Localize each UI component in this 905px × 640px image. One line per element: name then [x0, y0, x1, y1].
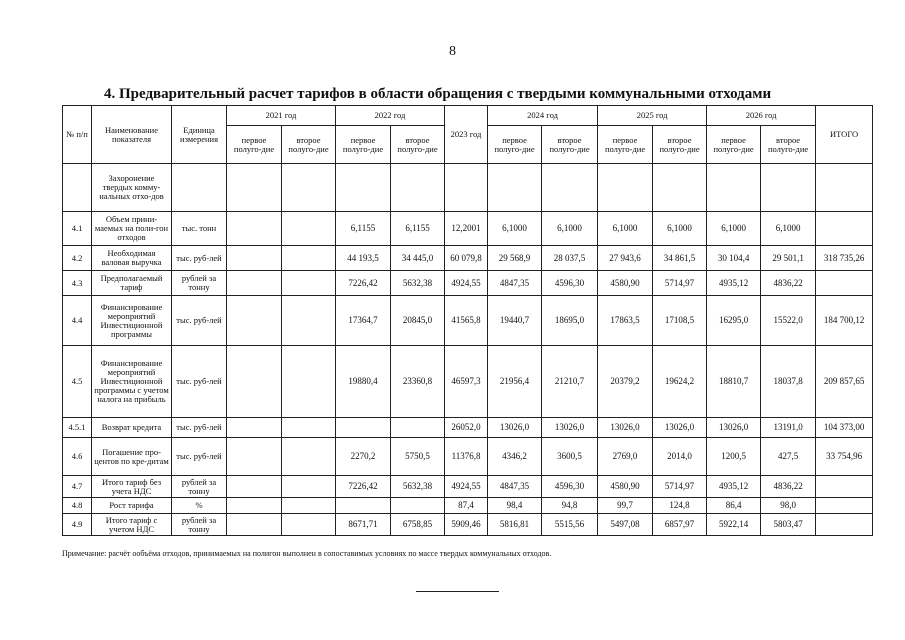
row-unit: тыс. руб-лей — [172, 296, 227, 346]
value-cell: 30 104,4 — [707, 246, 761, 271]
total-cell — [816, 498, 873, 514]
row-unit: рублей за тонну — [172, 476, 227, 498]
value-cell — [282, 212, 336, 246]
table-row — [63, 476, 873, 498]
value-cell: 46597,3 — [445, 346, 488, 418]
header-2022-half1: первое полуго-дие — [336, 126, 391, 164]
value-cell: 5632,38 — [391, 271, 445, 296]
value-cell — [227, 498, 282, 514]
value-cell: 5750,5 — [391, 438, 445, 476]
value-cell: 6,1155 — [391, 212, 445, 246]
row-number: 4.4 — [63, 296, 92, 346]
row-unit: тыс. тонн — [172, 212, 227, 246]
value-cell: 13026,0 — [488, 418, 542, 438]
value-cell: 26052,0 — [445, 418, 488, 438]
total-cell: 209 857,65 — [816, 346, 873, 418]
value-cell: 21210,7 — [542, 346, 598, 418]
value-cell — [707, 164, 761, 212]
header-year-2024: 2024 год — [488, 106, 598, 126]
row-indicator-name: Погашение про-центов по кре-дитам — [92, 438, 172, 476]
header-2022-half2: второе полуго-дие — [391, 126, 445, 164]
header-name: Наименование показателя — [92, 106, 172, 164]
row-indicator-name: Необходимая валовая выручка — [92, 246, 172, 271]
value-cell: 4847,35 — [488, 476, 542, 498]
value-cell: 11376,8 — [445, 438, 488, 476]
value-cell — [282, 418, 336, 438]
value-cell — [227, 514, 282, 536]
value-cell: 34 861,5 — [653, 246, 707, 271]
total-cell — [816, 212, 873, 246]
value-cell — [336, 164, 391, 212]
value-cell: 6,1000 — [707, 212, 761, 246]
header-total: ИТОГО — [816, 106, 873, 164]
value-cell: 18810,7 — [707, 346, 761, 418]
table-row — [63, 271, 873, 296]
value-cell: 6857,97 — [653, 514, 707, 536]
header-year-2023: 2023 год — [445, 106, 488, 164]
header-2026-half2: второе полуго-дие — [761, 126, 816, 164]
header-year-2025: 2025 год — [598, 106, 707, 126]
row-number: 4.7 — [63, 476, 92, 498]
value-cell — [391, 498, 445, 514]
value-cell: 41565,8 — [445, 296, 488, 346]
value-cell — [282, 514, 336, 536]
header-2025-half1: первое полуго-дие — [598, 126, 653, 164]
table-row — [63, 418, 873, 438]
value-cell: 5497,08 — [598, 514, 653, 536]
value-cell: 15522,0 — [761, 296, 816, 346]
value-cell: 21956,4 — [488, 346, 542, 418]
header-2024-half1: первое полуго-дие — [488, 126, 542, 164]
value-cell: 124,8 — [653, 498, 707, 514]
row-unit: тыс. руб-лей — [172, 346, 227, 418]
total-cell: 184 700,12 — [816, 296, 873, 346]
value-cell: 4596,30 — [542, 476, 598, 498]
header-2024-half2: второе полуго-дие — [542, 126, 598, 164]
value-cell — [336, 498, 391, 514]
value-cell: 5909,46 — [445, 514, 488, 536]
value-cell: 13191,0 — [761, 418, 816, 438]
value-cell: 6,1000 — [542, 212, 598, 246]
value-cell: 6,1000 — [598, 212, 653, 246]
bottom-rule — [416, 591, 499, 592]
header-2025-half2: второе полуго-дие — [653, 126, 707, 164]
value-cell: 4580,90 — [598, 271, 653, 296]
value-cell: 5922,14 — [707, 514, 761, 536]
value-cell: 4935,12 — [707, 271, 761, 296]
table-row — [63, 246, 873, 271]
value-cell — [227, 296, 282, 346]
row-unit — [172, 164, 227, 212]
tariff-table — [62, 105, 873, 536]
row-unit: тыс. руб-лей — [172, 438, 227, 476]
value-cell: 6,1000 — [761, 212, 816, 246]
value-cell — [282, 346, 336, 418]
value-cell: 4924,55 — [445, 476, 488, 498]
value-cell: 17863,5 — [598, 296, 653, 346]
value-cell: 28 037,5 — [542, 246, 598, 271]
value-cell: 17364,7 — [336, 296, 391, 346]
value-cell: 13026,0 — [598, 418, 653, 438]
table-row — [63, 498, 873, 514]
row-indicator-name: Итого тариф без учета НДС — [92, 476, 172, 498]
value-cell: 6,1155 — [336, 212, 391, 246]
total-cell: 318 735,26 — [816, 246, 873, 271]
value-cell — [391, 418, 445, 438]
row-number: 4.5.1 — [63, 418, 92, 438]
row-number: 4.3 — [63, 271, 92, 296]
row-unit: тыс. руб-лей — [172, 418, 227, 438]
value-cell — [653, 164, 707, 212]
value-cell: 98,0 — [761, 498, 816, 514]
table-row — [63, 212, 873, 246]
value-cell: 23360,8 — [391, 346, 445, 418]
value-cell — [227, 271, 282, 296]
row-number — [63, 164, 92, 212]
value-cell: 6,1000 — [653, 212, 707, 246]
table-body — [63, 164, 873, 536]
row-indicator-name: Финансирование мероприятий Инвестиционной программы с учетом налога на прибыль — [92, 346, 172, 418]
value-cell — [227, 212, 282, 246]
row-unit: рублей за тонну — [172, 514, 227, 536]
value-cell: 4847,35 — [488, 271, 542, 296]
value-cell: 99,7 — [598, 498, 653, 514]
row-unit: тыс. руб-лей — [172, 246, 227, 271]
value-cell — [282, 296, 336, 346]
header-2026-half1: первое полуго-дие — [707, 126, 761, 164]
value-cell — [445, 164, 488, 212]
value-cell: 94,8 — [542, 498, 598, 514]
row-number: 4.8 — [63, 498, 92, 514]
value-cell: 17108,5 — [653, 296, 707, 346]
value-cell: 7226,42 — [336, 476, 391, 498]
value-cell: 5816,81 — [488, 514, 542, 536]
value-cell: 87,4 — [445, 498, 488, 514]
total-cell — [816, 514, 873, 536]
value-cell: 2270,2 — [336, 438, 391, 476]
value-cell: 5632,38 — [391, 476, 445, 498]
value-cell — [542, 164, 598, 212]
value-cell: 4596,30 — [542, 271, 598, 296]
value-cell: 60 079,8 — [445, 246, 488, 271]
value-cell — [761, 164, 816, 212]
page-number: 8 — [449, 44, 456, 59]
value-cell: 27 943,6 — [598, 246, 653, 271]
value-cell — [282, 246, 336, 271]
row-indicator-name: Итого тариф с учетом НДС — [92, 514, 172, 536]
header-year-2026: 2026 год — [707, 106, 816, 126]
header-2021-half1: первое полуго-дие — [227, 126, 282, 164]
value-cell: 4836,22 — [761, 271, 816, 296]
value-cell: 6758,85 — [391, 514, 445, 536]
value-cell: 3600,5 — [542, 438, 598, 476]
value-cell: 13026,0 — [653, 418, 707, 438]
value-cell: 4924,55 — [445, 271, 488, 296]
header-unit: Единица измерения — [172, 106, 227, 164]
value-cell: 20379,2 — [598, 346, 653, 418]
row-indicator-name: Возврат кредита — [92, 418, 172, 438]
table-head — [63, 106, 873, 164]
value-cell: 13026,0 — [707, 418, 761, 438]
value-cell — [282, 498, 336, 514]
value-cell: 427,5 — [761, 438, 816, 476]
table-row — [63, 514, 873, 536]
value-cell: 4935,12 — [707, 476, 761, 498]
value-cell — [336, 418, 391, 438]
value-cell: 2014,0 — [653, 438, 707, 476]
value-cell: 2769,0 — [598, 438, 653, 476]
value-cell: 7226,42 — [336, 271, 391, 296]
value-cell: 5714,97 — [653, 271, 707, 296]
value-cell: 19440,7 — [488, 296, 542, 346]
value-cell — [282, 271, 336, 296]
row-number: 4.5 — [63, 346, 92, 418]
value-cell: 6,1000 — [488, 212, 542, 246]
value-cell: 4836,22 — [761, 476, 816, 498]
header-num: № п/п — [63, 106, 92, 164]
row-unit: рублей за тонну — [172, 271, 227, 296]
table-row — [63, 346, 873, 418]
value-cell — [227, 418, 282, 438]
row-indicator-name: Рост тарифа — [92, 498, 172, 514]
value-cell — [227, 246, 282, 271]
header-year-2022: 2022 год — [336, 106, 445, 126]
value-cell: 44 193,5 — [336, 246, 391, 271]
value-cell: 86,4 — [707, 498, 761, 514]
value-cell — [391, 164, 445, 212]
value-cell: 20845,0 — [391, 296, 445, 346]
table-row — [63, 164, 873, 212]
value-cell — [282, 476, 336, 498]
row-number: 4.6 — [63, 438, 92, 476]
row-number: 4.9 — [63, 514, 92, 536]
row-indicator-name: Захоронение твердых комму-нальных отхо-дов — [92, 164, 172, 212]
table-row — [63, 438, 873, 476]
row-indicator-name: Предполагаемый тариф — [92, 271, 172, 296]
row-indicator-name: Финансирование мероприятий Инвестиционной программы — [92, 296, 172, 346]
value-cell: 1200,5 — [707, 438, 761, 476]
value-cell — [227, 346, 282, 418]
value-cell — [227, 476, 282, 498]
value-cell: 34 445,0 — [391, 246, 445, 271]
document-title: 4. Предварительный расчет тарифов в области обращения с твердыми коммунальными отходами — [104, 86, 772, 102]
total-cell — [816, 476, 873, 498]
value-cell: 5515,56 — [542, 514, 598, 536]
value-cell: 29 501,1 — [761, 246, 816, 271]
value-cell — [282, 164, 336, 212]
header-year-2021: 2021 год — [227, 106, 336, 126]
footnote: Примечание: расчёт ообъёма отходов, принимаемых на полигон выполнен в сопоставимых условиях по массе твердых коммунальных отходов. — [62, 549, 552, 558]
total-cell: 33 754,96 — [816, 438, 873, 476]
total-cell — [816, 271, 873, 296]
value-cell: 29 568,9 — [488, 246, 542, 271]
total-cell: 104 373,00 — [816, 418, 873, 438]
value-cell — [282, 438, 336, 476]
value-cell: 12,2001 — [445, 212, 488, 246]
row-number: 4.1 — [63, 212, 92, 246]
value-cell: 19880,4 — [336, 346, 391, 418]
row-unit: % — [172, 498, 227, 514]
value-cell: 16295,0 — [707, 296, 761, 346]
value-cell — [488, 164, 542, 212]
table-row — [63, 296, 873, 346]
header-2021-half2: второе полуго-дие — [282, 126, 336, 164]
value-cell: 5803,47 — [761, 514, 816, 536]
value-cell: 18037,8 — [761, 346, 816, 418]
value-cell: 4346,2 — [488, 438, 542, 476]
value-cell: 4580,90 — [598, 476, 653, 498]
value-cell: 8671,71 — [336, 514, 391, 536]
value-cell: 19624,2 — [653, 346, 707, 418]
value-cell: 13026,0 — [542, 418, 598, 438]
value-cell — [227, 438, 282, 476]
value-cell: 98,4 — [488, 498, 542, 514]
value-cell: 5714,97 — [653, 476, 707, 498]
value-cell — [598, 164, 653, 212]
value-cell — [227, 164, 282, 212]
row-indicator-name: Объем прини-маемых на поли-гон отходов — [92, 212, 172, 246]
row-number: 4.2 — [63, 246, 92, 271]
value-cell: 18695,0 — [542, 296, 598, 346]
total-cell — [816, 164, 873, 212]
